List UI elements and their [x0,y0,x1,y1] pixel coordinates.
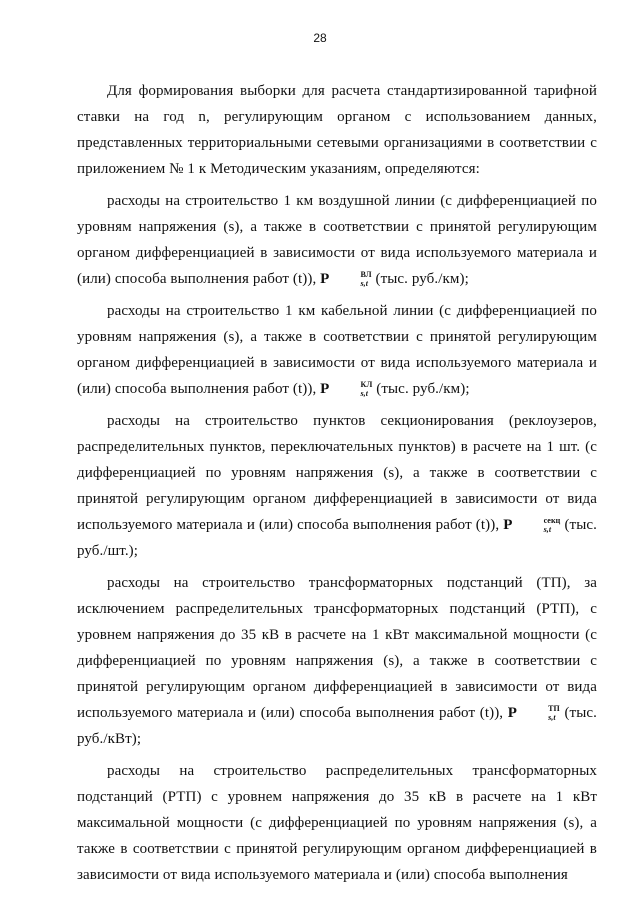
symbol-sub: s,t [543,524,552,534]
paragraph-intro [77,78,597,182]
symbol-base: P [503,517,513,533]
paragraph-overhead-line [77,188,597,292]
symbol-sup: ТП [548,703,560,713]
symbol-sup: ВЛ [360,269,372,279]
paragraph-text: расходы на строительство распределительных трансформаторных подстанций (РТП) с уровнем напряжения до 35 кВ в расчете на 1 кВт максимальной мощности (с дифференциацией по уровням напряжения (s), а также в соответствии с принятой регулирующим органом дифференциацией в зависимости от вида используемого материала и (или) способа выполнения [77,763,597,883]
paragraph-distribution-substations [77,758,597,888]
paragraph-text: Для формирования выборки для расчета стандартизированной тарифной ставки на год n, регулирующим органом с использованием данных, представленных территориальными сетевыми организациями в соответствии с приложением № 1 к Методическим указаниям, определяются: [77,83,597,177]
symbol-base: P [320,381,330,397]
symbol-indices [518,703,560,722]
paragraph-text: расходы на строительство 1 км кабельной линии (с дифференциацией по уровням напряжения (s), а также в соответствии с принятой регулирующим органом дифференциацией в зависимости от вида используемого материала и (или) способа выполнения работ (t)), [77,303,597,397]
paragraph-tail: (тыс. руб./км); [372,381,470,397]
symbol-sub: s,t [548,712,556,722]
paragraph-sectioning-points [77,408,597,564]
symbol-indices [330,269,372,288]
symbol-base: P [507,705,518,721]
symbol-indices [330,379,373,398]
paragraph-transformer-substations [77,570,597,752]
symbol-sup: секц [543,515,561,525]
paragraph-cable-line [77,298,597,402]
paragraph-tail: (тыс. руб./км); [371,271,469,287]
paragraph-text: расходы на строительство пунктов секционирования (реклоузеров, распределительных пунктов, переключательных пунктов) в расчете на 1 шт. (с дифференциацией по уровням напряжения (s), а также в соответствии с принятой регулирующим органом дифференциацией в зависимости от вида используемого материала и (или) способа выполнения работ (t)), [77,413,597,533]
paragraph-text: расходы на строительство трансформаторных подстанций (ТП), за исключением распределительных трансформаторных подстанций (РТП), с уровнем напряжения до 35 кВ в расчете на 1 кВт максимальной мощности (с дифференциацией по уровням напряжения (s), а также в соответствии с принятой регулирующим органом дифференциацией в зависимости от вида используемого материала и (или) способа выполнения работ (t)), [77,575,597,721]
paragraph-tail: (тыс. руб./шт.); [77,517,597,559]
paragraph-tail: (тыс. руб./кВт); [77,705,597,747]
page-number: 28 [313,31,327,45]
paragraph-text: расходы на строительство 1 км воздушной линии (с дифференциацией по уровням напряжения (s), а также в соответствии с принятой регулирующим органом дифференциацией в зависимости от вида используемого материала и (или) способа выполнения работ (t)), [77,193,597,287]
symbol-sub: s,t [360,278,369,288]
symbol-indices [514,515,561,534]
document-body [77,78,597,888]
symbol-sup: КЛ [360,379,373,389]
symbol-sub: s,t [360,388,369,398]
symbol-base: P [320,271,330,287]
